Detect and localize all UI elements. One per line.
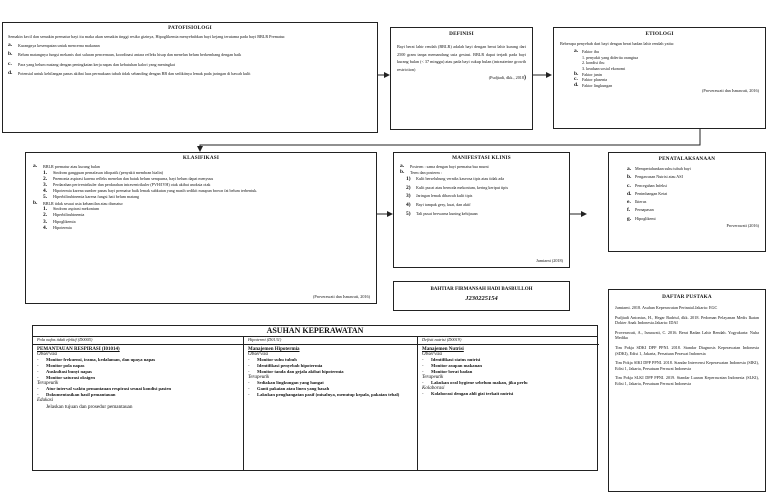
asuhan-diagnosis-header: Hipotermi (D0131) [244,336,417,345]
asuhan-item-dash: - [37,357,39,362]
penatalaksanaan-item-text: Pengawasan Nutrisi atau ASI [635,174,683,180]
etiologi-item-marker: c. [574,76,578,83]
asuhan-column-respirasi [33,336,243,470]
penatalaksanaan-item-text: Pencegahan Infeksi [635,182,667,188]
author-name: BAHTIAR FIRMANSAH HADI BASBULLOH [430,287,533,292]
asuhan-title: ASUHAN KEPERAWATAN [33,326,597,337]
asuhan-item-dash: - [248,357,250,362]
asuhan-section-label: Kolaborasi [422,386,445,391]
klasifikasi-group-a: a. BBLR prematur atau kurang bulan [33,163,100,169]
klasifikasi-box [25,152,377,304]
patofisiologi-item [8,51,372,58]
definisi-box [390,27,533,130]
klasifikasi-item-marker: 2. [43,212,48,219]
penatalaksanaan-item-marker: g. [627,215,632,222]
penatalaksanaan-item [627,173,759,181]
daftar-pustaka-box [608,289,766,492]
asuhan-item-dash: - [37,386,39,391]
daftar-pustaka-list [615,305,759,387]
manifestasi-citation: Jumiarni (2018) [536,257,563,263]
klasifikasi-item [43,225,369,231]
daftar-pustaka-entry: Tim Pokja SDKI DPP PPNI. 2018. Standar Diagnosis Keperawatan Indonesia (SDKI), Edisi 1, Jakarta, Persatuan Perawat Indonesia [615,344,759,356]
penatalaksanaan-item-marker: f. [627,207,631,214]
etiologi-item-marker: a. [574,48,579,55]
penatalaksanaan-item-text: Ikterus [635,199,647,205]
asuhan-item-text: Monitor tanda dan gejala akibat hipotermia [257,369,344,374]
penatalaksanaan-item-marker: d. [627,190,632,197]
manifestasi-subitem-marker: 1) [406,176,411,183]
penatalaksanaan-item [627,182,759,190]
author-box [393,281,570,311]
asuhan-section-label: Observasi [37,352,58,357]
asuhan-section-label: Observasi [248,352,269,357]
klasifikasi-item-text: Sindrom aspirasi mekonium [53,206,100,212]
asuhan-section-label: Terapeutik [248,375,270,380]
definisi-text: Bayi berat lahir rendah (BBLR) adalah bayi dengan berat lahir kurang dari 2500 gram tanpa memandang usia gestasi. BBLR dapat terjadi pada bayi kurang bulan (< 37 minggu) atau pada bayi cukup bulan (intrauterine growth restriction) [397,44,526,72]
manifestasi-item-marker: b. [400,168,405,175]
asuhan-column-body [418,345,599,399]
asuhan-item-dash: - [248,392,250,397]
penatalaksanaan-box [608,152,766,252]
etiologi-title: ETIOLOGI [645,31,674,37]
klasifikasi-item-text: Sindrom gangguan pernafasan idiopatik (penyakit membran hialin) [53,169,164,175]
etiologi-item-text: 1. penyakit yang diderita orangtua [582,54,639,60]
penatalaksanaan-item-text: Mempertahankan suhu tubuh bayi [635,166,691,171]
asuhan-keperawatan-table [32,325,598,471]
asuhan-item-dash: - [248,363,250,368]
asuhan-item [422,391,595,397]
daftar-pustaka-title: DAFTAR PUSTAKA [662,294,712,300]
asuhan-item-text: Monitor pola napas [46,363,85,368]
klasifikasi-item-text: Perdarahan periventrikuler dan perdarahan intraventrikuler (PVH/IVH) otak akibat anoksia otak [53,182,211,187]
definisi-citation: (Pudjiadi, dkk., 2018) [488,75,526,82]
manifestasi-subitem-marker: 4) [406,201,411,208]
manifestasi-box [393,152,570,268]
manifestasi-subitem-marker: 5) [406,210,411,217]
penatalaksanaan-item-marker: e. [627,199,631,206]
asuhan-item-text: Monitor berat badan [431,369,473,374]
manifestasi-subitem-marker: 3) [406,193,411,200]
asuhan-intervention-heading: Manajemen Nutrisi [422,347,464,352]
asuhan-diagnosis-header: Pola nafas tidak efektif (D0005) [33,336,243,345]
manifestasi-subitem [406,175,563,184]
klasifikasi-item-marker: 1. [43,169,48,176]
penatalaksanaan-item-text: Pernapasan [635,207,654,213]
etiologi-item-text: Faktor ibu [582,49,599,55]
penatalaksanaan-list [627,165,759,223]
manifestasi-subitem-text: Bayi tampak gesy, kuat, dan aktif [416,201,471,207]
definisi-title: DEFINISI [449,31,474,37]
manifestasi-title: MANIFESTASI KLINIS [452,155,511,161]
asuhan-item [248,392,413,398]
daftar-pustaka-entry: Proverawati, A., Ismawati, C. 2016. Berat Badan Lahir Rendah. Yogyakarta: Nuha Medika [615,329,759,341]
manifestasi-sublist [406,175,563,218]
asuhan-intervention-heading: PEMANTAUAN RESPIRASI (I01014) [37,347,120,352]
manifestasi-subitem-text: Tali pusat berwarna kuning kehijauan [416,210,478,216]
asuhan-item-text: Identifikasi status nutrisi [431,357,481,362]
penatalaksanaan-item-marker: c. [627,182,631,189]
asuhan-item-text: Dokumentasikan hasil pemantauan [46,392,116,397]
asuhan-item-dash: - [422,369,424,374]
manifestasi-subitem [406,210,563,219]
asuhan-item-dash: - [248,386,250,391]
asuhan-column-body [244,345,417,400]
patofisiologi-intro: Semakin kecil dan semakin prematur bayi itu maka akan semakin tinggi resiko gizinya, Hipoglikemia menyebabkan bayi kejang terutama pada bayi BBLR Prematur. [8,34,286,39]
asuhan-item-dash: - [248,369,250,374]
klasifikasi-list-a [43,170,369,201]
etiologi-item-text: 3. keadaan sosial ekonomi [582,65,626,71]
asuhan-item-dash: - [37,375,39,380]
etiologi-item-marker: b. [574,70,579,77]
penatalaksanaan-item [627,190,759,198]
daftar-pustaka-entry: Jumiarni. 2018. Asuhan Keperawatan Perinatal.Jakarta: EGC [615,305,718,310]
asuhan-item-text: Monitor saturasi oksigen [46,375,95,380]
asuhan-item-text: Sediakan lingkungan yang hangat [257,380,324,385]
daftar-pustaka-entry: Pudjiadi Antonius, H., Hegar Badriul, dkk. 2018. Pedoman Pelayanan Medis Ikatan Dokter Anak Indonesia.Jakarta: IDAI [615,314,759,326]
patofisiologi-item-text: Kurangnya kesempatan untuk mencerna makanan [18,43,100,49]
penatalaksanaan-item-marker: a. [627,166,632,172]
asuhan-item-text: Lakukan penghangatan pasif (misalnya, menutup kepala, pakaian tebal) [257,392,400,397]
etiologi-item-text: 2. kondisi ibu [582,60,605,66]
etiologi-item-marker: d. [574,81,579,88]
klasifikasi-citation: (Proverawati dan Ismawati, 2016) [313,293,370,299]
klasifikasi-item-text: Hipotermia [53,224,72,230]
manifestasi-item-text: Posterm : sama dengan bayi prematur/tua murni [410,164,489,169]
asuhan-section-label: Observasi [422,352,443,357]
klasifikasi-item-text: Pnemonia aspirasi karena refleks menelan dan batuk belum sempurna, bayi belum dapat menyusu [53,175,214,181]
penatalaksanaan-item [627,198,759,206]
penatalaksanaan-item [627,215,759,223]
etiologi-list [574,49,759,88]
author-nim: J230225154 [465,295,498,302]
patofisiologi-item-marker: d. [8,69,13,76]
etiologi-citation: (Proverawati dan Ismawati, 2016) [702,88,759,94]
klasifikasi-title: KLASIFIKASI [182,155,220,161]
asuhan-intervention-heading: Manajemen Hipotermia [248,347,300,352]
asuhan-item-text: Monitor suhu tubuh [257,357,297,362]
klasifikasi-item-marker: 2. [43,175,48,182]
daftar-pustaka-entry: Tim Pokja SLKI DPP PPNI. 2019. Standar Luaran Keperawatan Indonesia (SLKI), Edisi 1, Jakarta, Persatuan Perawat Indonesia [615,375,759,386]
klasifikasi-item-text: Hiperbilirubinemia karena fungsi hati belum matang [53,194,140,200]
asuhan-item-dash: - [37,363,39,368]
klasifikasi-list-b [43,206,369,231]
asuhan-item-dash: - [422,363,424,368]
manifestasi-list [400,164,563,175]
manifestasi-subitem-marker: 2) [406,184,411,191]
patofisiologi-item [8,61,372,68]
patofisiologi-item-text: Belum matangnya fungsi mekanis dari saluran pencernaan, koordinasi antara refleks hisap dan menelan belum berkembang dengan baik [18,52,242,58]
asuhan-item-text: Auskultasi bunyi napas [46,369,92,374]
klasifikasi-item-text: Hiperbilirubinemia [53,212,85,218]
penatalaksanaan-item-text: Penimbangan Ketat [635,190,668,196]
asuhan-item-dash: - [37,369,39,374]
manifestasi-item-text: Term dan posterm : [410,169,442,175]
asuhan-item-dash: - [422,391,424,396]
manifestasi-subitem [406,192,563,201]
etiologi-item-text: Faktor lingkungan [582,82,613,88]
asuhan-section-label: Terapeutik [422,375,444,380]
penatalaksanaan-item [627,165,759,173]
penatalaksanaan-item [627,206,759,214]
penatalaksanaan-title: PENATALAKSANAAN [658,156,716,162]
patofisiologi-list [8,42,372,77]
asuhan-column-body [33,345,243,412]
manifestasi-subitem-text: Kulit pucat atau bernoda mekonium, kering keriput tipis [416,184,509,190]
manifestasi-item-marker: a. [400,163,405,169]
etiologi-box [553,27,766,129]
asuhan-diagnosis-header: Defisit nutrisi (D0019) [418,336,599,345]
penatalaksanaan-item-marker: b. [627,174,632,181]
asuhan-item-text: Monitor frekuensi, irama, kedalaman, dan upaya napas [46,357,156,362]
asuhan-column-nutrisi [417,336,599,470]
etiologi-intro: Beberapa penyebab dari bayi dengan berat badan lahir rendah yaitu: [560,41,675,46]
klasifikasi-item-marker: 4. [43,224,48,231]
asuhan-section-label: Terapeutik [37,381,59,386]
klasifikasi-item-marker: 3. [43,218,48,225]
klasifikasi-item-marker: 1. [43,206,48,213]
asuhan-item-text: Kolaborasi dengan ahli gizi terkait nutrisi [431,391,514,396]
asuhan-item-dash: - [422,357,424,362]
patofisiologi-box [2,22,378,133]
asuhan-tail-text: Jelaskan tujuan dan prosedur pemantauan [46,404,133,410]
manifestasi-subitem-text: Jaringan lemak dibawah kulit tipis [416,193,473,199]
penatalaksanaan-item-text: Hipoglikemi [635,215,656,221]
klasifikasi-item-marker: 5. [43,194,48,201]
patofisiologi-item-marker: c. [8,60,12,67]
patofisiologi-item-text: Para yang belum matang dengan peningkatan kerja napas dan kebutuhan kalori yang meningkat [18,61,175,67]
manifestasi-subitem-text: Kulit berselubung verniks kaseosa tipis atau tidak ada [416,176,505,182]
asuhan-item-text: Identifikasi penyebab hipotermia [257,363,323,368]
asuhan-item-dash: - [422,380,424,385]
asuhan-item-dash: - [248,380,250,385]
manifestasi-subitem [406,184,563,193]
daftar-pustaka-entry: Tim Pokja SIKI DPP PPNI. 2018. Standar Intervensi Keperawatan Indonesia (SIKI), Edisi 1, Jakarta, Persatuan Perawat Indonesia [615,360,759,371]
klasifikasi-item-marker: 3. [43,182,48,188]
etiologi-item-text: Faktor janin [582,71,602,77]
patofisiologi-item [8,42,372,49]
klasifikasi-item-text: Hipotermia karena sumber panas bayi prematur baik lemak subkutan yang masih sedikit maupun brown fat belum terbentuk. [53,188,258,194]
patofisiologi-item-marker: a. [8,42,13,49]
asuhan-section-label: Edukasi [37,398,54,403]
asuhan-item-text: Lakukan oral hygiene sebelum makan, jika perlu [431,380,528,385]
asuhan-item-text: Ganti pakaian atau linen yang basah [257,386,330,391]
asuhan-column-hipotermi [243,336,417,470]
patofisiologi-item [8,70,372,77]
klasifikasi-group-b: b. BBLR tidak sesuai usia kehamilan atau dismatur [33,199,123,206]
etiologi-item-text: Faktor plasenta [582,77,608,83]
asuhan-item-text: Monitor asupan makanan [431,363,482,368]
asuhan-item-dash: - [37,392,39,397]
manifestasi-subitem [406,201,563,210]
klasifikasi-item-marker: 4. [43,188,48,195]
patofisiologi-item-marker: b. [8,51,13,58]
penatalaksanaan-citation: Proverawati (2016) [726,223,759,229]
patofisiologi-title: PATOFISIOLOGI [168,25,212,31]
patofisiologi-item-text: Potensial untuk kehilangan panas akibat luas permukaan tubuh tidak sebanding dengan BB dan sedikitnya lemak pada jaringan di bawah kulit [18,70,251,76]
asuhan-item-text: Atur interval waktu pemantauan respirasi sesuai kondisi pasien [46,386,172,391]
klasifikasi-item-text: Hipoglikemia [53,218,76,224]
